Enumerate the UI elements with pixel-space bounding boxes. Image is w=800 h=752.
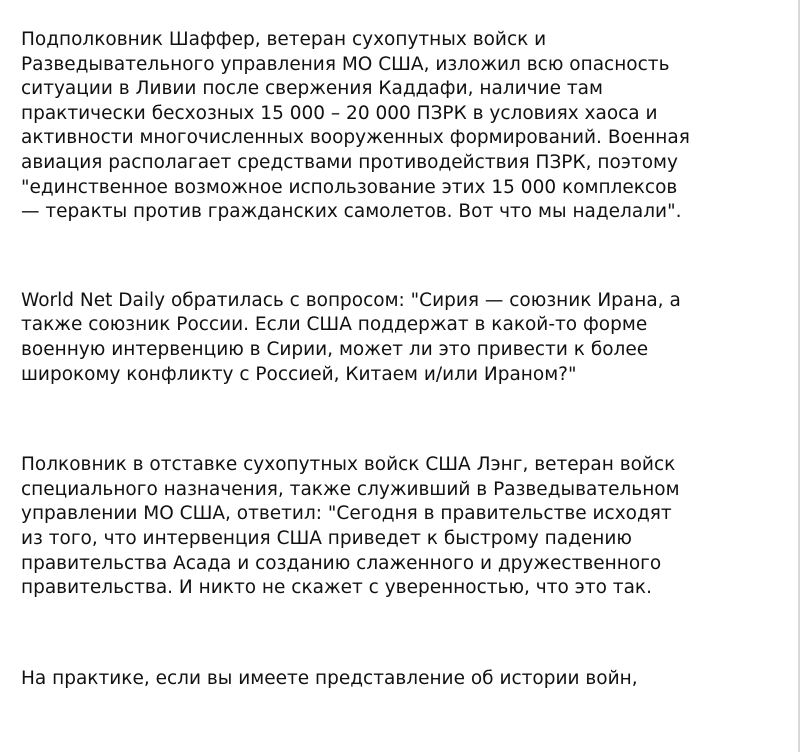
- text-line: Подполковник Шаффер, ветеран сухопутных войск и: [21, 29, 547, 50]
- text-line: правительства. И никто не скажет с уверенностью, что это так.: [21, 577, 652, 599]
- text-line: World Net Daily обратилась с вопросом: "Сирия — союзник Ирана, а: [21, 289, 681, 311]
- text-line: из того, что интервенция США приведет к быстрому падению: [21, 527, 632, 549]
- text-line: Разведывательного управления МО США, изложил всю опасность: [21, 53, 670, 75]
- text-line: специального назначения, также служивший в Разведывательном: [21, 478, 680, 500]
- paragraph-shaffer: [21, 28, 761, 225]
- paragraph-lang-answer: [21, 453, 761, 601]
- text-line: также союзник России. Если США поддержат в какой-то форме: [21, 314, 648, 336]
- text-line: военную интервенцию в Сирии, может ли это привести к более: [21, 338, 649, 360]
- article-body: [21, 28, 761, 691]
- paragraph-practice: [21, 667, 761, 692]
- text-line: Полковник в отставке сухопутных войск США Лэнг, ветеран войск: [21, 454, 676, 476]
- text-line: широкому конфликту с Россией, Китаем и/или Ираном?": [21, 363, 577, 385]
- text-line: активности многочисленных вооруженных формирований. Военная: [21, 127, 690, 149]
- text-line: На практике, если вы имеете представление об истории войн,: [21, 667, 638, 689]
- text-line: правительства Асада и созданию слаженного и дружественного: [21, 552, 662, 574]
- text-line: авиация располагает средствами противодействия ПЗРК, поэтому: [21, 151, 678, 173]
- text-line: "единственное возможное использование этих 15 000 комплексов: [21, 176, 678, 198]
- text-line: ситуации в Ливии после свержения Каддафи, наличие там: [21, 78, 603, 100]
- text-line: управлении МО США, ответил: "Сегодня в правительстве исходят: [21, 503, 672, 525]
- text-line: — теракты против гражданских самолетов. Вот что мы наделали".: [21, 201, 682, 223]
- text-line: практически бесхозных 15 000 – 20 000 ПЗРК в условиях хаоса и: [21, 102, 658, 124]
- paragraph-wnd-question: [21, 289, 761, 387]
